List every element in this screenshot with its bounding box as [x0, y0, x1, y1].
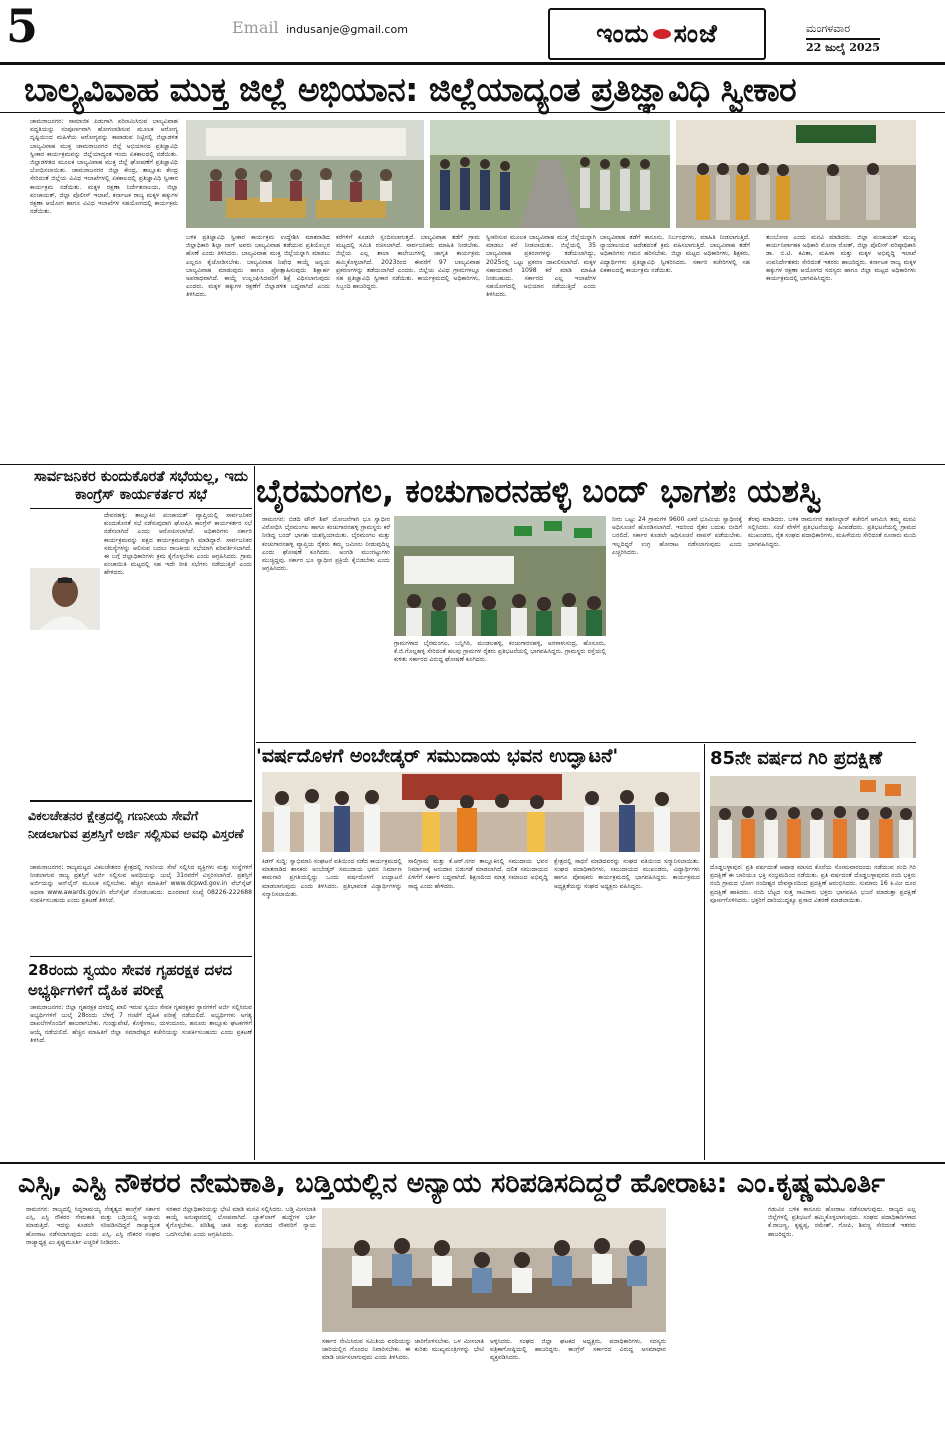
issue-date-text: 22 ಜುಲೈ 2025 [806, 38, 880, 55]
story1-column-5: ಬಾಲ್ಯವಿವಾಹ ತಡೆಗೆ ಕಾನೂನು, ನಿರ್ಬಂಧಗಳು, ಮಾಹಿತಿ ನೀಡಲಾಗುತ್ತಿದೆ. ನ್ಯಾಯಾಲಯದ ಆದೇಶದಂತೆ ಕ್ರಮ ವಹಿಸಲಾಗುತ್ತಿದೆ. ಬಾಲ್ಯವಿವಾಹ ತಡೆಗೆ ಅಧಿಕಾರಿಗಳು ಗಮನ ಹರಿಸಬೇಕು. ಜಿಲ್ಲಾ ಮಟ್ಟದ ಅಧಿಕಾರಿಗಳು, ಶಿಕ್ಷಕರು, ವಿದ್ಯಾರ್ಥಿಗಳು ಪ್ರತಿಜ್ಞಾವಿಧಿ ಸ್ವೀಕರಿಸಿದರು. ಸರ್ಕಾರಿ ಕಚೇರಿಗಳಲ್ಲಿ ಸಹ ಏಕಕಾಲದಲ್ಲಿ ಕಾರ್ಯಕ್ರಮ ನಡೆಯಿತು. [600, 234, 750, 274]
story8-column-3: ಸರ್ಕಾರ ನೇಮಿಸಿರುವ ಸಮಿತಿಯ ವರದಿಯನ್ನು ಜಾರಿಗೊಳಿಸಬೇಕು. ಒಳ ಮೀಸಲಾತಿ ಜಾರಿಯಲ್ಲಿನ ಗೊಂದಲ ನಿವಾರಿಸಬೇಕು. ಈ ಕುರಿತು ಮುಖ್ಯಮಂತ್ರಿಗಳನ್ನು ಭೇಟಿ ಮಾಡಿ ಚರ್ಚಿಸಲಾಗುವುದು ಎಂದು ತಿಳಿಸಿದರು. [322, 1338, 484, 1362]
logo-text-left: ಇಂದು [596, 19, 650, 48]
email-contact [232, 18, 408, 37]
story5-column-3: ನೀರು ಒಟ್ಟು 24 ಗ್ರಾಮಗಳ 9600 ಎಕರೆ ಭೂಮಿಯ ಸ್ವಾಧೀನಕ್ಕೆ ಅಧಿಸೂಚನೆ ಹೊರಡಿಸಲಾಗಿದೆ. ಇದರಿಂದ ರೈತರ ಬದುಕು ಬೀದಿಗೆ ಬರಲಿದೆ. ಸರ್ಕಾರ ಕೂಡಲೇ ಅಧಿಸೂಚನೆ ವಾಪಸ್ ಪಡೆಯಬೇಕು. ಇಲ್ಲದಿದ್ದರೆ ಉಗ್ರ ಹೋರಾಟ ನಡೆಸಲಾಗುವುದು ಎಂದು ಎಚ್ಚರಿಸಿದರು. [612, 516, 742, 556]
vertical-divider [254, 466, 255, 1160]
story1-photo-2 [430, 120, 670, 228]
story7-body: ದೊಡ್ಡಬಳ್ಳಾಪುರ: ಪ್ರತಿ ವರ್ಷದಂತೆ ಆಷಾಢ ಮಾಸದ ಕೊನೆಯ ಸೋಮವಾರದಂದು ನಡೆಯುವ ನಂದಿ ಗಿರಿ ಪ್ರದಕ್ಷಿಣೆ ಈ ಬಾರಿಯೂ ಭಕ್ತಿ ಸಂಭ್ರಮದಿಂದ ನಡೆಯಿತು. ಪ್ರತಿ ವರ್ಷದಂತೆ ದೊಡ್ಡಬಳ್ಳಾಪುರದ ನಂದಿ ಭಕ್ತರು ನಂದಿ ಗ್ರಾಮದ ಭೋಗ ನಂದೀಶ್ವರ ದೇವಸ್ಥಾನದಿಂದ ಪ್ರದಕ್ಷಿಣೆ ಆರಂಭಿಸಿದರು. ಸುಮಾರು 16 ಕಿ.ಮೀ ದೂರ ಪ್ರದಕ್ಷಿಣೆ ಹಾಕಿದರು. ನಂದಿ ಬೆಟ್ಟದ ಸುತ್ತ ಸಾವಿರಾರು ಭಕ್ತರು ಭಾಗವಹಿಸಿ ಭಜನೆ ಮಾಡುತ್ತಾ ಪ್ರದಕ್ಷಿಣೆ ಪೂರ್ಣಗೊಳಿಸಿದರು. ಭಕ್ತರಿಗೆ ದಾರಿಯುದ್ದಕ್ಕೂ ಪ್ರಸಾದ ವಿತರಣೆ ಮಾಡಲಾಯಿತು. [710, 864, 916, 904]
story8-column-4: ಅಳ್ಳಿಸಿದರು. ಸಂಘದ ಜಿಲ್ಲಾ ಘಟಕದ ಅಧ್ಯಕ್ಷರು, ಪದಾಧಿಕಾರಿಗಳು, ಸದಸ್ಯರು ಪತ್ರಿಕಾಗೋಷ್ಠಿಯಲ್ಲಿ ಹಾಜರಿದ್ದರು. ಕಾಂಗ್ರೆಸ್ ಸರ್ಕಾರದ ವಿರುದ್ಧ ಅಸಮಾಧಾನ ವ್ಯಕ್ತಪಡಿಸಿದರು. [490, 1338, 666, 1362]
story8-column-2: ಸರಕಾರ ಜಿಲ್ಲಾಧಿಕಾರಿಯನ್ನು ಭೇಟಿ ಮಾಡಿ ಮನವಿ ಸಲ್ಲಿಸಿದರು. ಬಡ್ತಿ ಮೀಸಲಾತಿ ಕಾಯ್ದೆ ಅನುಷ್ಠಾನದಲ್ಲಿ ಲೋಪವಾಗಿದೆ. ಬ್ಯಾಕ್‌ಲಾಗ್ ಹುದ್ದೆಗಳ ಭರ್ತಿ ಕೈಗೊಳ್ಳಬೇಕು. ಪರಿಶಿಷ್ಟ ಜಾತಿ ಮತ್ತು ಪಂಗಡದ ನೌಕರರಿಗೆ ನ್ಯಾಯ ಒದಗಿಸಬೇಕು ಎಂದು ಆಗ್ರಹಿಸಿದರು. [166, 1206, 316, 1238]
divider [30, 508, 252, 509]
logo-sun-icon [653, 29, 671, 39]
story5-column-1: ರಾಮನಗರ: ಬಿಡದಿ ಟೌನ್ ಶಿಪ್ ಯೋಜನೆಗಾಗಿ ಭೂ ಸ್ವಾಧೀನ ವಿರೋಧಿಸಿ ಬೈರಮಂಗಲ ಹಾಗೂ ಕಂಚುಗಾರನಹಳ್ಳಿ ಗ್ರಾಮಸ್ಥರು ಕರೆ ನೀಡಿದ್ದ ಬಂದ್ ಭಾಗಶಃ ಯಶಸ್ವಿಯಾಯಿತು. ಬೈರಮಂಗಲ ಮತ್ತು ಕಂಚುಗಾರನಹಳ್ಳಿ ವ್ಯಾಪ್ತಿಯ ರೈತರು ತಮ್ಮ ಜಮೀನು ನೀಡುವುದಿಲ್ಲ ಎಂದು ಘೋಷಣೆ ಕೂಗಿದರು. ಅಂಗಡಿ ಮುಂಗಟ್ಟುಗಳು ಮುಚ್ಚಿದ್ದವು. ಸರ್ಕಾರ ಭೂ ಸ್ವಾಧೀನ ಪ್ರಕ್ರಿಯೆ ಕೈಬಿಡಬೇಕು ಎಂದು ಆಗ್ರಹಿಸಿದರು. [262, 516, 390, 573]
story2-headline: ಸಾರ್ವಜನಿಕರ ಕುಂದುಕೊರತೆ ಸಭೆಯಲ್ಲ, ಇದು ಕಾಂಗ್ರೆಸ್ ಕಾರ್ಯಕರ್ತರ ಸಭೆ [34, 469, 248, 503]
story2-body [30, 512, 252, 798]
page-number: 5 [6, 0, 39, 53]
story8-column-5a [672, 1206, 762, 1438]
story8-column-5: ಗಡುವಿನ ಬಳಿಕ ಕಾನೂನು ಹೋರಾಟ ನಡೆಸಲಾಗುವುದು. ರಾಜ್ಯದ ಎಲ್ಲ ಜಿಲ್ಲೆಗಳಲ್ಲಿ ಪ್ರತಿಭಟನೆ ಹಮ್ಮಿಕೊಳ್ಳಲಾಗುವುದು. ಸಂಘದ ಪದಾಧಿಕಾರಿಗಳಾದ ಕೆ.ರಾಜಣ್ಣ, ಕೃಷ್ಣಪ್ಪ, ರಮೇಶ್, ಗೋಪಿ, ಶಿವಣ್ಣ ಸೇರಿದಂತೆ ಇತರರು ಹಾಜರಿದ್ದರು. [768, 1206, 916, 1238]
story1-column-4: ಸ್ವೀಕರಿಸುವ ಮೂಲಕ ಬಾಲ್ಯವಿವಾಹ ಮುಕ್ತ ಜಿಲ್ಲೆಯನ್ನಾಗಿ ಮಾಡಲು ಕರೆ ನೀಡಲಾಯಿತು. ಜಿಲ್ಲೆಯಲ್ಲಿ 35 ಬಾಲ್ಯವಿವಾಹ ಪ್ರಕರಣಗಳನ್ನು ತಡೆಯಲಾಗಿದ್ದು, 2025ರಲ್ಲಿ ಒಟ್ಟು ಪ್ರಕರಣ ದಾಖಲಿಸಲಾಗಿದೆ. ಮಕ್ಕಳ ಸಹಾಯವಾಣಿ 1098 ಕರೆ ಮಾಡಿ ಮಾಹಿತಿ ನೀಡಬಹುದು. ಸರ್ಕಾರದ ಎಲ್ಲ ಇಲಾಖೆಗಳ ಸಹಯೋಗದಲ್ಲಿ ಅಭಿಯಾನ ನಡೆಯುತ್ತಿದೆ ಎಂದು ತಿಳಿಸಿದರು. [486, 234, 596, 299]
divider [30, 956, 252, 957]
story1-column-3: ಕರೆಗಳಿಗೆ ಕೂಡಲೇ ಸ್ಪಂದಿಸಲಾಗುತ್ತದೆ. ಬಾಲ್ಯವಿವಾಹ ತಡೆಗೆ ಗ್ರಾಮ ಮಟ್ಟದಲ್ಲಿ ಸಮಿತಿ ರಚಿಸಲಾಗಿದೆ. ಸಾರ್ವಜನಿಕರು ಮಾಹಿತಿ ನೀಡಬೇಕು. ಜಿಲ್ಲೆಯ ಎಲ್ಲ ಶಾಲಾ ಕಾಲೇಜುಗಳಲ್ಲಿ ಜಾಗೃತಿ ಕಾರ್ಯಕ್ರಮ ಹಮ್ಮಿಕೊಳ್ಳಲಾಗಿದೆ. 2023ರಿಂದ ಈವರೆಗೆ 97 ಬಾಲ್ಯವಿವಾಹ ಪ್ರಕರಣಗಳನ್ನು ತಡೆಯಲಾಗಿದೆ ಎಂದರು. ಜಿಲ್ಲೆಯ ವಿವಿಧ ಗ್ರಾಮಗಳಲ್ಲೂ ಸಹ ಪ್ರತಿಜ್ಞಾವಿಧಿ ಸ್ವೀಕಾರ ನಡೆಯಿತು. ಕಾರ್ಯಕ್ರಮದಲ್ಲಿ ಅಧಿಕಾರಿಗಳು, ಸಿಬ್ಬಂದಿ ಹಾಜರಿದ್ದರು. [336, 234, 480, 291]
issue-date [806, 22, 880, 55]
story3-body: ಚಾಮರಾಜನಗರ: ರಾಜ್ಯಮಟ್ಟದ ವಿಕಲಚೇತನರ ಕ್ಷೇತ್ರದಲ್ಲಿ ಗಣನೀಯ ಸೇವೆ ಸಲ್ಲಿಸಿದ ವ್ಯಕ್ತಿಗಳು ಮತ್ತು ಸಂಸ್ಥೆಗಳಿಗೆ ನೀಡಲಾಗುವ ರಾಜ್ಯ ಪ್ರಶಸ್ತಿಗೆ ಅರ್ಜಿ ಸಲ್ಲಿಸುವ ಅವಧಿಯನ್ನು ಜುಲೈ 31ರವರೆಗೆ ವಿಸ್ತರಿಸಲಾಗಿದೆ. ಪ್ರಶಸ್ತಿಗೆ ಅರ್ಜಿಯನ್ನು ಆನ್‌ಲೈನ್ ಮೂಲಕ ಸಲ್ಲಿಸಬೇಕು. ಹೆಚ್ಚಿನ ಮಾಹಿತಿಗೆ www.dcpwd.gov.in ವೆಬ್‌ಸೈಟ್ ಅಥವಾ www.awards.gov.in ವೆಬ್‌ಸೈಟ್ ನೋಡಬಹುದು. ದೂರವಾಣಿ ಸಂಖ್ಯೆ 08226-222688 ಸಂಪರ್ಕಿಸಬಹುದು ಎಂದು ಪ್ರಕಟಣೆ ತಿಳಿಸಿದೆ. [30, 864, 252, 904]
story4-headline: 28ರಂದು ಸ್ವಯಂ ಸೇವಕ ಗೃಹರಕ್ಷಕ ದಳದ ಅಭ್ಯರ್ಥಿಗಳಿಗೆ ದೈಹಿಕ ಪರೀಕ್ಷೆ [28, 961, 233, 999]
story6-photo [262, 772, 700, 852]
story5-photo [394, 516, 606, 636]
story7-headline: 85ನೇ ವರ್ಷದ ಗಿರಿ ಪ್ರದಕ್ಷಿಣೆ [710, 748, 883, 769]
story6-column-2: ಸಾಲಿಗ್ರಾಮ ಮತ್ತು ಕೆ.ಆರ್.ನಗರ ತಾಲ್ಲೂಕಿನಲ್ಲಿ ಸಮುದಾಯ ಭವನ ನಿರ್ಮಾಣಕ್ಕೆ ಅನುದಾನ ಬಿಡುಗಡೆ ಮಾಡಲಾಗಿದೆ. ದಲಿತ ಸಮುದಾಯದ ಏಳಿಗೆಗೆ ಸರ್ಕಾರ ಬದ್ಧವಾಗಿದೆ. ಶಿಕ್ಷಣದಿಂದ ಮಾತ್ರ ಸಮಾಜದ ಅಭಿವೃದ್ಧಿ ಸಾಧ್ಯ ಎಂದು ಹೇಳಿದರು. [408, 858, 548, 890]
email-label: Email [232, 18, 279, 37]
divider [0, 112, 945, 113]
story2-body-text: ದೇವನಹಳ್ಳಿ: ತಾಲ್ಲೂಕಿನ ಪಂಚಾಯತ್ ವ್ಯಾಪ್ತಿಯಲ್ಲಿ ಸಾರ್ವಜನಿಕರ ಕುಂದುಕೊರತೆ ಸಭೆ ನಡೆಸುವುದಾಗಿ ಘೋಷಿಸಿ ಕಾಂಗ್ರೆಸ್ ಕಾರ್ಯಕರ್ತರ ಸಭೆ ನಡೆಸಲಾಗಿದೆ ಎಂದು ಆರೋಪಿಸಲಾಗಿದೆ. ಅಧಿಕಾರಿಗಳು ಸರ್ಕಾರಿ ಕಾರ್ಯಕ್ರಮವನ್ನು ಪಕ್ಷದ ಕಾರ್ಯಕ್ರಮವನ್ನಾಗಿ ಮಾಡಿದ್ದಾರೆ. ಸಾರ್ವಜನಿಕರ ಸಮಸ್ಯೆಗಳನ್ನು ಆಲಿಸುವ ಬದಲು ರಾಜಕೀಯ ಸಭೆಯಾಗಿ ಪರಿವರ್ತಿಸಲಾಗಿದೆ. ಈ ಬಗ್ಗೆ ಜಿಲ್ಲಾಧಿಕಾರಿಗಳು ಕ್ರಮ ಕೈಗೊಳ್ಳಬೇಕು ಎಂದು ಆಗ್ರಹಿಸಿದರು. ಗ್ರಾಮ ಪಂಚಾಯಿತಿ ಮಟ್ಟದಲ್ಲಿ ಸಹ ಇದೇ ರೀತಿ ಸಭೆಗಳು ನಡೆಯುತ್ತಿವೆ ಎಂದು ಹೇಳಿದರು. [104, 512, 252, 577]
story1-column-1: ಚಾಮರಾಜನಗರ: ಸಾಮಾಜಿಕ ಪಿಡುಗಾಗಿ ಪರಿಣಮಿಸಿರುವ ಬಾಲ್ಯವಿವಾಹ ಪದ್ಧತಿಯನ್ನು ಸಂಪೂರ್ಣವಾಗಿ ಹೋಗಲಾಡಿಸುವ ಮೂಲಕ ಆರೋಗ್ಯ ದೃಷ್ಟಿಯಿಂದ ಮಹಿಳೆಯ ಆರೋಗ್ಯವನ್ನು ಕಾಪಾಡುವ ನಿಟ್ಟಿನಲ್ಲಿ ಜಿಲ್ಲಾಡಳಿತ ಬಾಲ್ಯವಿವಾಹ ಮುಕ್ತ ಚಾಮರಾಜನಗರ ಜಿಲ್ಲೆ ಅಭಿಯಾನದ ಪ್ರತಿಜ್ಞಾವಿಧಿ ಸ್ವೀಕಾರ ಕಾರ್ಯಕ್ರಮವನ್ನು ಜಿಲ್ಲೆಯಾದ್ಯಂತ ಇಂದು ಏಕಕಾಲದಲ್ಲಿ ನಡೆಯಿತು. ಜಿಲ್ಲಾಡಳಿತದ ಮೂಲಕ ಬಾಲ್ಯವಿವಾಹ ಮುಕ್ತ ಜಿಲ್ಲೆ ಘೋಷಣೆಗೆ ಪ್ರತಿಜ್ಞಾವಿಧಿ ಬೋಧಿಸಲಾಯಿತು. ಚಾಮರಾಜನಗರ ಜಿಲ್ಲಾ ಕೇಂದ್ರ, ತಾಲ್ಲೂಕು ಕೇಂದ್ರ ಸೇರಿದಂತೆ ಜಿಲ್ಲೆಯ ವಿವಿಧ ಇಲಾಖೆಗಳಲ್ಲಿ ಏಕಕಾಲದಲ್ಲಿ ಪ್ರತಿಜ್ಞಾವಿಧಿ ಸ್ವೀಕಾರ ಕಾರ್ಯಕ್ರಮ ನಡೆಯಿತು. ಮಕ್ಕಳ ರಕ್ಷಣಾ ನಿರ್ದೇಶನಾಲಯ, ಜಿಲ್ಲಾ ಪಂಚಾಯತ್, ಜಿಲ್ಲಾ ಪೊಲೀಸ್ ಇಲಾಖೆ, ಕರ್ನಾಟಕ ರಾಜ್ಯ ಮಕ್ಕಳ ಹಕ್ಕುಗಳ ರಕ್ಷಣಾ ಆಯೋಗ ಹಾಗೂ ವಿವಿಧ ಇಲಾಖೆಗಳ ಸಹಯೋಗದಲ್ಲಿ ಕಾರ್ಯಕ್ರಮ ನಡೆಯಿತು. [30, 118, 178, 216]
story6-column-1: ಕಿಡಗ್ ಸುದ್ದಿ: ಸ್ವಾಭಿಮಾನಿ ಸಂಘಟನೆ ವತಿಯಿಂದ ನಡೆದ ಕಾರ್ಯಕ್ರಮದಲ್ಲಿ ಮಾತನಾಡಿದ ಶಾಸಕರು ಅಂಬೇಡ್ಕರ್ ಸಮುದಾಯ ಭವನ ನಿರ್ಮಾಣ ಕಾಮಗಾರಿ ಪ್ರಗತಿಯಲ್ಲಿದ್ದು ಒಂದು ವರ್ಷದೊಳಗೆ ಉದ್ಘಾಟನೆ ಮಾಡಲಾಗುವುದು ಎಂದು ತಿಳಿಸಿದರು. ಪ್ರತಿಭಾವಂತ ವಿದ್ಯಾರ್ಥಿಗಳನ್ನು ಸನ್ಮಾನಿಸಲಾಯಿತು. [262, 858, 402, 898]
story7-photo [710, 776, 916, 858]
divider [256, 742, 916, 743]
story1-photo-3 [676, 120, 916, 228]
portrait-spacer [30, 566, 104, 634]
story5-column-1b [262, 640, 390, 740]
story1-headline: ಬಾಲ್ಯವಿವಾಹ ಮುಕ್ತ ಜಿಲ್ಲೆ ಅಭಿಯಾನ: ಜಿಲ್ಲೆಯಾದ್ಯಂತ ಪ್ರತಿಜ್ಞಾವಿಧಿ ಸ್ವೀಕಾರ [24, 70, 797, 109]
story5-column-4: ತೆರವು ಮಾಡಿದರು. ಬಳಿಕ ರಾಮನಗರ ತಹಸೀಲ್ದಾರ್ ಕಚೇರಿಗೆ ಆಗಮಿಸಿ ತಮ್ಮ ಮನವಿ ಸಲ್ಲಿಸಿದರು. ಸಂಜೆ ವೇಳೆಗೆ ಪ್ರತಿಭಟನೆಯನ್ನು ಹಿಂಪಡೆದರು. ಪ್ರತಿಭಟನೆಯಲ್ಲಿ ಗ್ರಾಮದ ಮುಖಂಡರು, ರೈತ ಸಂಘದ ಪದಾಧಿಕಾರಿಗಳು, ಮಹಿಳೆಯರು ಸೇರಿದಂತೆ ನೂರಾರು ಮಂದಿ ಭಾಗವಹಿಸಿದ್ದರು. [748, 516, 916, 548]
email-address[interactable]: indusanje@gmail.com [286, 23, 408, 36]
story5-column-2: ಗ್ರಾಮಗಳಾದ ಬೈರಮಂಗಲ, ಬನ್ನಿಗಿರಿ, ಮಂಡಲಹಳ್ಳಿ, ಕಂಚುಗಾರನಹಳ್ಳಿ, ಅರಳಾಳುಸಂದ್ರ, ಹೊಸೂರು, ಕೆ.ಜಿ.ಗೊಲ್ಲಹಳ್ಳಿ ಸೇರಿದಂತೆ ಹಲವು ಗ್ರಾಮಗಳ ರೈತರು ಪ್ರತಿಭಟನೆಯಲ್ಲಿ ಭಾಗವಹಿಸಿದ್ದರು. ಗ್ರಾಮಸ್ಥರು ರಸ್ತೆಯಲ್ಲಿ ಕುಳಿತು ಸರ್ಕಾರದ ವಿರುದ್ಧ ಘೋಷಣೆ ಕೂಗಿದರು. [394, 640, 606, 664]
story1-photo-1 [186, 120, 424, 228]
divider [0, 464, 945, 465]
story1-column-2: ಬಳಿಕ ಪ್ರತಿಜ್ಞಾವಿಧಿ ಸ್ವೀಕಾರ ಕಾರ್ಯಕ್ರಮ ಉದ್ದೇಶಿಸಿ ಮಾತನಾಡಿದ ಜಿಲ್ಲಾಧಿಕಾರಿ ಶಿಲ್ಪಾ ನಾಗ್ ಅವರು ಬಾಲ್ಯವಿವಾಹ ತಡೆಯುವ ಪ್ರತಿಯೊಬ್ಬರ ಹೊಣೆ ಎಂದು ತಿಳಿಸಿದರು. ಬಾಲ್ಯವಿವಾಹ ಮುಕ್ತ ಜಿಲ್ಲೆಯನ್ನಾಗಿ ಮಾಡಲು ಎಲ್ಲರೂ ಕೈಜೋಡಿಸಬೇಕು. ಬಾಲ್ಯವಿವಾಹ ನಿಷೇಧ ಕಾಯ್ದೆ ಅನ್ವಯ ಬಾಲ್ಯವಿವಾಹ ಮಾಡುವುದು ಹಾಗೂ ಪ್ರೋತ್ಸಾಹಿಸುವುದು ಶಿಕ್ಷಾರ್ಹ ಅಪರಾಧವಾಗಿದೆ. ಕಾಯ್ದೆ ಉಲ್ಲಂಘಿಸಿದವರಿಗೆ ಶಿಕ್ಷೆ ವಿಧಿಸಲಾಗುವುದು ಎಂದರು. ಮಕ್ಕಳ ಹಕ್ಕುಗಳ ರಕ್ಷಣೆಗೆ ಜಿಲ್ಲಾಡಳಿತ ಬದ್ಧವಾಗಿದೆ ಎಂದು ತಿಳಿಸಿದರು. [186, 234, 330, 299]
story6-headline: 'ವರ್ಷದೊಳಗೆ ಅಂಬೇಡ್ಕರ್ ಸಮುದಾಯ ಭವನ ಉದ್ಘಾಟನೆ' [256, 745, 619, 767]
masthead-rule [0, 62, 945, 65]
issue-day: ಮಂಗಳವಾರ [806, 22, 851, 35]
story4-body: ಚಾಮರಾಜನಗರ: ಜಿಲ್ಲಾ ಗೃಹರಕ್ಷಕ ದಳದಲ್ಲಿ ಖಾಲಿ ಇರುವ ಸ್ವಯಂ ಸೇವಕ ಗೃಹರಕ್ಷಕರ ಸ್ಥಾನಗಳಿಗೆ ಅರ್ಜಿ ಸಲ್ಲಿಸಿರುವ ಅಭ್ಯರ್ಥಿಗಳಿಗೆ ಜುಲೈ 28ರಂದು ಬೆಳಿಗ್ಗೆ 7 ಗಂಟೆಗೆ ದೈಹಿಕ ಪರೀಕ್ಷೆ ನಡೆಯಲಿದೆ. ಅಭ್ಯರ್ಥಿಗಳು ಅಗತ್ಯ ದಾಖಲೆಗಳೊಂದಿಗೆ ಹಾಜರಾಗಬೇಕು. ಗುಂಡ್ಲುಪೇಟೆ, ಕೊಳ್ಳೇಗಾಲ, ಯಳಂದೂರು, ಹನೂರು ತಾಲ್ಲೂಕು ಘಟಕಗಳಿಗೆ ಆಯ್ಕೆ ನಡೆಯಲಿದೆ. ಹೆಚ್ಚಿನ ಮಾಹಿತಿಗೆ ಜಿಲ್ಲಾ ಸಮಾದೇಷ್ಟರ ಕಚೇರಿಯನ್ನು ಸಂಪರ್ಕಿಸಬಹುದು ಎಂದು ಪ್ರಕಟಣೆ ತಿಳಿಸಿದೆ. [30, 1004, 252, 1044]
story6-column-3: ಕ್ಷೇತ್ರದಲ್ಲಿ ಸಾಧನೆ ಮಾಡಿದವರನ್ನು ಸಂಘದ ವತಿಯಿಂದ ಸನ್ಮಾನಿಸಲಾಯಿತು. ಸಂಘದ ಪದಾಧಿಕಾರಿಗಳು, ಸಮುದಾಯದ ಮುಖಂಡರು, ವಿದ್ಯಾರ್ಥಿಗಳು ಹಾಗೂ ಪೋಷಕರು ಕಾರ್ಯಕ್ರಮದಲ್ಲಿ ಭಾಗವಹಿಸಿದ್ದರು. ಕಾರ್ಯಕ್ರಮದ ಅಧ್ಯಕ್ಷತೆಯನ್ನು ಸಂಘದ ಅಧ್ಯಕ್ಷರು ವಹಿಸಿದ್ದರು. [554, 858, 700, 890]
divider [30, 800, 252, 802]
newspaper-logo [548, 8, 766, 60]
logo-text-right: ಸಂಜೆ [673, 19, 718, 48]
story8-headline: ಎಸ್ಸಿ, ಎಸ್ಟಿ ನೌಕರರ ನೇಮಕಾತಿ, ಬಡ್ತಿಯಲ್ಲಿನ ಅನ್ಯಾಯ ಸರಿಪಡಿಸದಿದ್ದರೆ ಹೋರಾಟ: ಎಂ.ಕೃಷ್ಣಮೂರ್ತಿ [18, 1168, 886, 1199]
divider [0, 1162, 945, 1164]
story8-photo [322, 1208, 666, 1332]
story5-headline: ಬೈರಮಂಗಲ, ಕಂಚುಗಾರನಹಳ್ಳಿ ಬಂದ್ ಭಾಗಶಃ ಯಶಸ್ವಿ [256, 472, 822, 510]
vertical-divider [704, 744, 705, 1160]
story3-headline: ವಿಕಲಚೇತನರ ಕ್ಷೇತ್ರದಲ್ಲಿ ಗಣನೀಯ ಸೇವೆಗೆ ನೀಡಲಾಗುವ ಪ್ರಶಸ್ತಿಗೆ ಅರ್ಜಿ ಸಲ್ಲಿಸುವ ಅವಧಿ ವಿಸ್ತರಣೆ [28, 808, 244, 841]
story1-column-6: ತುಂಬೋಣ ಎಂದು ಮನವಿ ಮಾಡಿದರು. ಜಿಲ್ಲಾ ಪಂಚಾಯತ್ ಮುಖ್ಯ ಕಾರ್ಯನಿರ್ವಾಹಕ ಅಧಿಕಾರಿ ಮೋನಾ ರೋತ್, ಜಿಲ್ಲಾ ಪೊಲೀಸ್ ವರಿಷ್ಠಾಧಿಕಾರಿ ಡಾ. ಬಿ.ಟಿ. ಕವಿತಾ, ಮಹಿಳಾ ಮತ್ತು ಮಕ್ಕಳ ಅಭಿವೃದ್ಧಿ ಇಲಾಖೆ ಉಪನಿರ್ದೇಶಕರು ಸೇರಿದಂತೆ ಇತರರು ಹಾಜರಿದ್ದರು. ಕರ್ನಾಟಕ ರಾಜ್ಯ ಮಕ್ಕಳ ಹಕ್ಕುಗಳ ರಕ್ಷಣಾ ಆಯೋಗದ ಸದಸ್ಯರು ಹಾಗೂ ಜಿಲ್ಲಾ ಮಟ್ಟದ ಅಧಿಕಾರಿಗಳು ಕಾರ್ಯಕ್ರಮದಲ್ಲಿ ಭಾಗವಹಿಸಿದ್ದರು. [766, 234, 916, 283]
story8-column-1: ರಾಮನಗರ: ರಾಜ್ಯದಲ್ಲಿ ಸಿದ್ದರಾಮಯ್ಯ ನೇತೃತ್ವದ ಕಾಂಗ್ರೆಸ್ ಸರ್ಕಾರ ಎಸ್ಸಿ, ಎಸ್ಟಿ ನೌಕರರ ನೇಮಕಾತಿ ಮತ್ತು ಬಡ್ತಿಯಲ್ಲಿ ಅನ್ಯಾಯ ಮಾಡುತ್ತಿದೆ. ಇದನ್ನು ಕೂಡಲೇ ಸರಿಪಡಿಸದಿದ್ದರೆ ರಾಜ್ಯಾದ್ಯಂತ ಹೋರಾಟ ನಡೆಸಲಾಗುವುದು ಎಂದು ಎಸ್ಸಿ, ಎಸ್ಟಿ ನೌಕರರ ಸಂಘದ ರಾಜ್ಯಾಧ್ಯಕ್ಷ ಎಂ.ಕೃಷ್ಣಮೂರ್ತಿ ಎಚ್ಚರಿಕೆ ನೀಡಿದರು. [26, 1206, 160, 1246]
